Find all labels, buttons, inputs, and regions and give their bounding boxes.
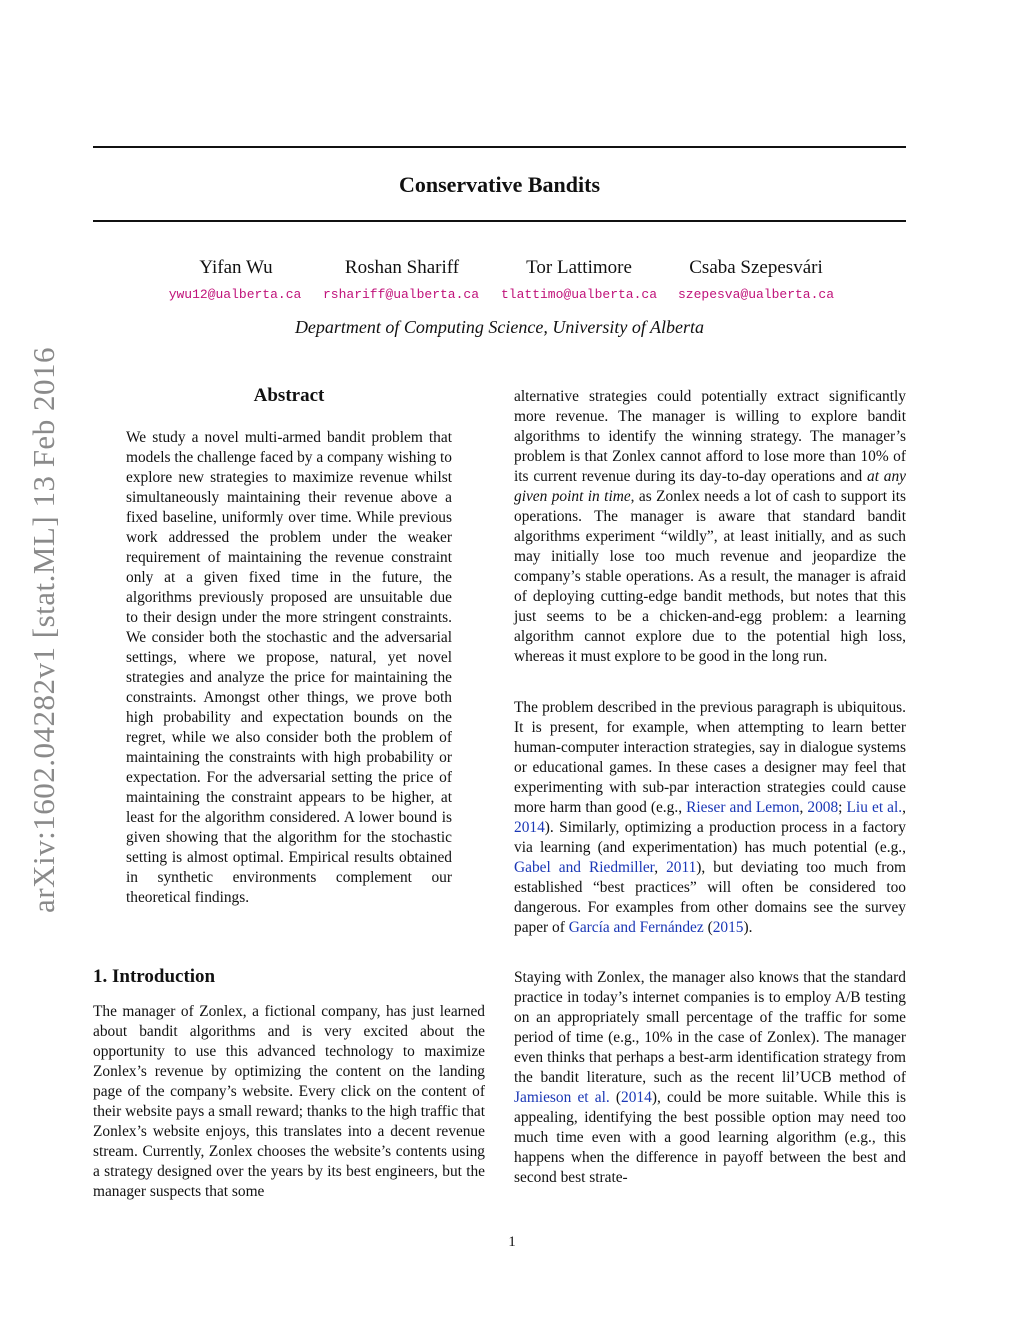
author-name: Yifan Wu [199,257,273,278]
citation-year-link[interactable]: 2015 [712,919,744,936]
citation-year-link[interactable]: 2011 [666,859,697,876]
citation-link[interactable]: Gabel and Riedmiller [514,859,655,876]
author-email[interactable]: rshariff@ualberta.ca [322,287,480,302]
arxiv-identifier [14,300,74,960]
emphasis-text: at any given point in time [514,468,906,505]
abstract-text: We study a novel multi-armed bandit problem that models the challenge faced by a company wishing to explore new strategies to maximize revenue whilst simultaneously maintaining their revenue above a fixed baseline, uniformly over time. While previous work addressed the problem under the weaker requirement of maintaining the revenue constraint only at a given fixed time in the future, the algorithms previously proposed are unsuitable due to their design under the more stringent constraints. We consider both the stochastic and the adversarial settings, where we propose, natural, yet novel strategies and analyze the price for maintaining the constraints. Amongst other things, we prove both high probability and expectation bounds on the regret, while we also consider both the problem of maintaining the constraints with high probability or expectation. For the adversarial setting the price of maintaining the constraint appears to be higher, at least for the algorithm considered. A lower bound is given showing that the algorithm for the stochastic setting is almost optimal. Empirical results obtained in synthetic environments complement our theoretical findings. [126,429,452,906]
citation-link[interactable]: García and Fernández [568,919,704,936]
citation-year-link[interactable]: 2014 [621,1089,652,1106]
author-name: Csaba Szepesvári [689,257,823,278]
intro-paragraph-3: Staying with Zonlex, the manager also knows that the standard practice in today’s internet companies is to employ A/B testing on an appropriately small percentage of the traffic for some period of time (e.g., 10% in the case of Zonlex). The manager even thinks that perhaps a best-arm identification strategy from the bandit literature, such as the recent lil’UCB method of Jamieson et al. (2014), could be more suitable. While this is appealing, identifying the best possible option may need too much time even with a good learning algorithm (e.g., this happens when the difference in payoff between the best and second best strate- [514,969,906,1186]
intro-paragraph-1: The manager of Zonlex, a fictional company, has just learned about bandit algorithms and is very excited about the opportunity to use this advanced technology to maximize Zonlex’s revenue by optimizing the content on the landing page of the company’s website. Every click on the content of their website pays a small reward; thanks to the high traffic that Zonlex’s website enjoys, this translates into a decent revenue stream. Currently, Zonlex chooses the website’s contents using a strategy designed over the years by its best engineers, but the manager suspects that some [93,1003,485,1200]
author-name: Roshan Shariff [344,257,460,278]
abstract-heading: Abstract [253,385,325,406]
arxiv-identifier-text: arXiv:1602.04282v1 [stat.ML] 13 Feb 2016 [26,347,61,913]
citation-year-link[interactable]: 2008 [807,799,839,816]
citation-link[interactable]: Liu et al. [846,799,903,816]
intro-paragraph-2: The problem described in the previous paragraph is ubiquitous. It is present, for example, when attempting to learn better human-computer interaction strategies, say in dialogue systems or educational games. In these cases a designer may feel that experimenting with sub-par interaction strategies could cause more harm than good (e.g., Rieser and Lemon, 2008; Liu et al., 2014). Similarly, optimizing a production process in a factory via learning (and experimentation) has much potential (e.g., Gabel and Riedmiller, 2011), but deviating too much from established “best practices” will often be considered too dangerous. For examples from other domains see the survey paper of García and Fernández (2015). [514,699,906,936]
author-email[interactable]: tlattimo@ualberta.ca [500,287,658,302]
citation-link[interactable]: Jamieson et al. [514,1089,610,1106]
page-number: 1 [508,1234,516,1250]
author-name: Tor Lattimore [526,257,632,278]
affiliation: Department of Computing Science, University of Alberta [294,317,705,337]
intro-paragraph-1-continued: alternative strategies could potentially extract significantly more revenue. The manager is willing to explore bandit algorithms to identify the winning strategy. The manager’s problem is that Zonlex cannot afford to lose more than 10% of its current revenue during its day-to-day operations and at any given point in time, as Zonlex needs a lot of cash to support its operations. The manager is aware that standard bandit algorithms experiment “wildly”, at least initially, and as such may initially lose too much revenue and jeopardize the company’s stable operations. As a result, the manager is afraid of deploying cutting-edge bandit methods, but notes that this just seems to be a chicken-and-egg problem: a learning algorithm cannot explore due to the potential high loss, whereas it must explore to be good in the long run. [514,388,906,665]
citation-year-link[interactable]: 2014 [514,819,545,836]
author-email[interactable]: ywu12@ualberta.ca [168,287,302,302]
title-bottom-rule [93,220,906,222]
citation-link[interactable]: Rieser and Lemon [686,799,800,816]
author-email[interactable]: szepesva@ualberta.ca [677,287,835,302]
section-heading-introduction: 1. Introduction [93,966,216,987]
title-top-rule [93,146,906,148]
paper-title: Conservative Bandits [398,172,601,197]
